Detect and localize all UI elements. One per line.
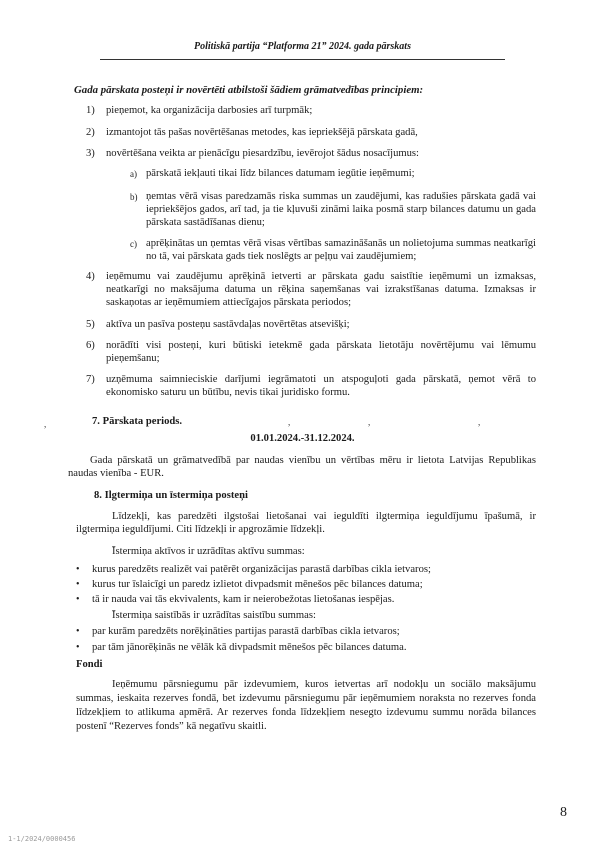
section-heading: 7. Pārskata periods. xyxy=(92,416,183,427)
section-heading: Fondi xyxy=(76,659,103,670)
scan-mark: , xyxy=(368,417,371,427)
list-item: aktīva un pasīva posteņu sastāvdaļas novērtētas atsevišķi; xyxy=(106,319,350,330)
sub-item: ņemtas vērā visas paredzamās riska summas un zaudējumi, kas radušies pārskata gadā vai iepriekšējos gados, arī tad, ja tie kļuvuši zināmi laika posmā starp bilances datumu un gada pārskata sastādīšanas dienu; xyxy=(146,191,536,228)
bullet-icon: • xyxy=(76,594,80,605)
sub-item: aprēķinātas un ņemtas vērā visas vērtības samazināšanās un nolietojuma summas neatkarīgi no tā, vai pārskata gads tiek noslēgts ar peļņu vai zaudējumiem; xyxy=(146,238,536,262)
sub-item-letter: c) xyxy=(130,239,137,249)
section-heading: 8. Ilgtermiņa un īstermiņa posteņi xyxy=(94,490,248,501)
list-item-number: 7) xyxy=(86,374,95,385)
list-item: pieņemot, ka organizācija darbosies arī turpmāk; xyxy=(106,105,313,116)
header-divider xyxy=(100,59,505,60)
list-item: par kurām paredzēts norēķināties partijas parastā darbības cikla ietvaros; xyxy=(92,626,400,637)
reporting-period: 01.01.2024.-31.12.2024. xyxy=(250,433,355,444)
list-item: par tām jānorēķinās ne vēlāk kā divpadsmit mēnešos pēc bilances datuma. xyxy=(92,642,407,653)
bullet-icon: • xyxy=(76,579,80,590)
list-item: izmantojot tās pašas novērtēšanas metodes, kas iepriekšējā pārskata gadā, xyxy=(106,127,418,138)
list-item: novērtēšana veikta ar pienācīgu piesardzību, ievērojot šādus nosacījumus: xyxy=(106,148,420,159)
currency-paragraph: Gada pārskatā un grāmatvedībā par naudas vienību un vērtības mēru ir lietota Latvijas Republikas naudas vienība - EUR. xyxy=(68,455,536,479)
scan-mark: , xyxy=(44,419,47,429)
funds-paragraph: Ieņēmumu pārsniegumu pār izdevumiem, kuros ietvertas arī nodokļu un sociālo maksājumu summas, ieskaita rezerves fondā, bet izdevumu pārsniegumu pār ieņēmumiem noraksta no rezerves fonda līdzekļiem to atlikuma apmērā. Ar rezerves fonda līdzekļiem nesegto izdevumu summu norāda bilances postenī “Rezerves fonds” kā negatīvu skaitli. xyxy=(76,679,536,732)
list-item-number: 2) xyxy=(86,127,95,138)
scan-mark: , xyxy=(288,417,291,427)
list-item: uzņēmuma saimnieciskie darījumi iegrāmatoti un atspoguļoti gada pārskatā, ņemot vērā to ekonomisko saturu un būtību, nevis tikai juridisko formu. xyxy=(106,374,536,398)
list-item: tā ir nauda vai tās ekvivalents, kam ir neierobežotas lietošanas iespējas. xyxy=(92,594,395,605)
list-item: ieņēmumu vai zaudējumu aprēķinā ietverti ar pārskata gadu saistītie ieņēmumi un izmaksas, neatkarīgi no maksājuma datuma un rēķina saņemšanas vai izrakstīšanas datuma. Izmaksas ir saskaņotas ar ieņēmumiem attiecīgajos pārskata periodos; xyxy=(106,271,536,308)
list-item-number: 1) xyxy=(86,105,95,116)
list-item-number: 5) xyxy=(86,319,95,330)
scan-identifier: 1-1/2024/0000456 xyxy=(8,835,76,843)
liabilities-intro: Īstermiņa saistībās ir uzrādītas saistību summas: xyxy=(112,610,316,621)
bullet-icon: • xyxy=(76,564,80,575)
page-header: Politiskā partija “Platforma 21” 2024. gada pārskats xyxy=(194,41,411,52)
sub-item-letter: b) xyxy=(130,192,138,202)
principles-intro: Gada pārskata posteņi ir novērtēti atbilstoši šādiem grāmatvedības principiem: xyxy=(74,84,424,96)
page-number: 8 xyxy=(560,805,567,820)
list-item: norādīti visi posteņi, kuri būtiski ietekmē gada pārskata lietotāju novērtējumu vai lēmumu pieņemšanu; xyxy=(106,340,536,364)
list-item: kurus paredzēts realizēt vai patērēt organizācijas parastā darbības cikla ietvaros; xyxy=(92,564,431,575)
assets-paragraph: Līdzekļi, kas paredzēti ilgstošai lietošanai vai ieguldīti ilgtermiņa ieguldījumu īpašumā, ir ilgtermiņa ieguldījumi. Citi līdzekļi ir apgrozāmie līdzekļi. xyxy=(76,511,536,535)
list-item: kurus tur īslaicīgi un paredz izlietot divpadsmit mēnešos pēc bilances datuma; xyxy=(92,579,423,590)
list-item-number: 3) xyxy=(86,148,95,159)
assets-intro: Īstermiņa aktīvos ir uzrādītas aktīvu summas: xyxy=(112,546,305,557)
list-item-number: 4) xyxy=(86,271,95,282)
scan-mark: , xyxy=(478,417,481,427)
list-item-number: 6) xyxy=(86,340,95,351)
sub-item: pārskatā iekļauti tikai līdz bilances datumam iegūtie ieņēmumi; xyxy=(146,168,415,179)
bullet-icon: • xyxy=(76,626,80,637)
bullet-icon: • xyxy=(76,642,80,653)
sub-item-letter: a) xyxy=(130,169,137,179)
